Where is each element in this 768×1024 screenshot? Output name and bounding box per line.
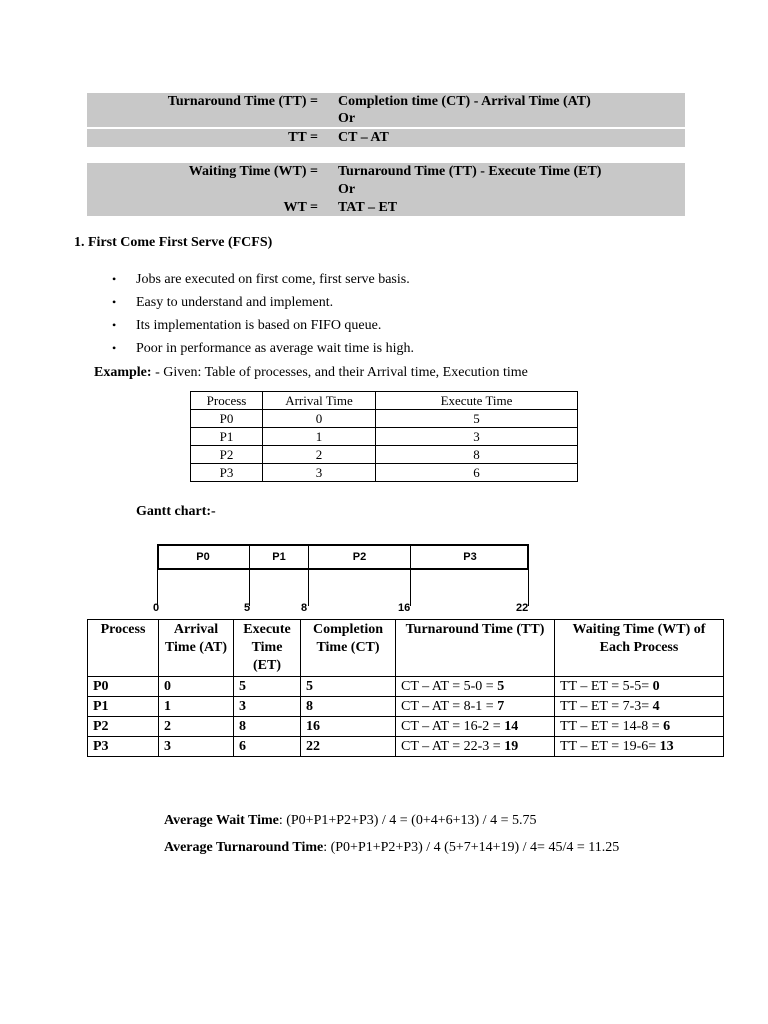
bullet-icon: • <box>112 272 117 286</box>
bullet-text: Its implementation is based on FIFO queue. <box>136 318 382 333</box>
wt-value: 13 <box>659 739 674 754</box>
tt-cell <box>396 717 555 737</box>
section-heading: 1. First Come First Serve (FCFS) <box>74 235 273 250</box>
et-cell: 8 <box>234 717 301 737</box>
average-wait-line <box>164 813 536 829</box>
list-item <box>112 268 414 291</box>
tt-short-label: TT = <box>288 130 318 145</box>
table-row <box>88 677 724 697</box>
tt-value: 5 <box>497 679 505 694</box>
wt-cell <box>555 717 724 737</box>
wt-value: 6 <box>663 719 671 734</box>
et-cell: 3 <box>234 697 301 717</box>
gantt-block-p1: P1 <box>249 544 308 570</box>
table-cell: 6 <box>376 464 578 482</box>
col-header: Completion Time (CT) <box>301 620 396 677</box>
wt-value: 4 <box>652 699 660 714</box>
col-header: Arrival Time <box>263 392 376 410</box>
table-row <box>88 737 724 757</box>
gantt-time-label: 5 <box>244 602 251 614</box>
col-header: Execute Time <box>376 392 578 410</box>
ct-cell: 16 <box>301 717 396 737</box>
table-cell: 3 <box>376 428 578 446</box>
table-header-row <box>191 392 578 410</box>
tt-value: 7 <box>497 699 505 714</box>
process-cell: P0 <box>88 677 159 697</box>
table-cell: 3 <box>263 464 376 482</box>
band-divider <box>87 127 685 129</box>
table-header-row <box>88 620 724 677</box>
process-cell: P1 <box>88 697 159 717</box>
ct-cell: 22 <box>301 737 396 757</box>
gantt-tick <box>410 570 411 606</box>
example-line <box>94 365 528 381</box>
wt-expression: TT – ET = 5-5= <box>560 679 653 694</box>
tt-label: Turnaround Time (TT) = <box>167 94 318 109</box>
table-row <box>191 410 578 428</box>
gantt-block-p2: P2 <box>308 544 410 570</box>
tt-value: 14 <box>504 719 519 734</box>
table-row <box>191 428 578 446</box>
gantt-tick <box>157 570 158 606</box>
table-cell: 2 <box>263 446 376 464</box>
col-header: Process <box>191 392 263 410</box>
process-cell: P2 <box>88 717 159 737</box>
gantt-block-p3: P3 <box>410 544 529 570</box>
ct-cell: 8 <box>301 697 396 717</box>
table-cell: 8 <box>376 446 578 464</box>
tt-definition: Completion time (CT) - Arrival Time (AT) <box>338 94 591 109</box>
wt-short-definition: TAT – ET <box>338 200 398 215</box>
average-wait-label: Average Wait Time <box>164 813 279 828</box>
tt-expression: CT – AT = 5-0 = <box>401 679 498 694</box>
table-cell: 0 <box>263 410 376 428</box>
gantt-time-label: 0 <box>153 602 160 614</box>
gantt-block-p0: P0 <box>196 551 210 563</box>
gantt-tick <box>308 570 309 606</box>
at-cell: 2 <box>159 717 234 737</box>
average-tat-line <box>164 840 619 856</box>
bullet-list <box>112 268 414 360</box>
tt-short-definition: CT – AT <box>338 130 389 145</box>
wt-cell <box>555 677 724 697</box>
wt-expression: TT – ET = 19-6= <box>560 739 660 754</box>
col-header: Process <box>88 620 159 677</box>
bullet-text: Poor in performance as average wait time is high. <box>136 341 414 356</box>
table-cell: P3 <box>191 464 263 482</box>
tt-value: 19 <box>504 739 519 754</box>
wt-expression: TT – ET = 14-8 = <box>560 719 664 734</box>
wt-or: Or <box>338 182 356 197</box>
bullet-icon: • <box>112 341 117 355</box>
list-item <box>112 337 414 360</box>
wt-label: Waiting Time (WT) = <box>188 164 318 179</box>
col-header: Waiting Time (WT) of Each Process <box>555 620 724 677</box>
wt-value: 0 <box>652 679 660 694</box>
example-text: - Given: Table of processes, and their Arrival time, Execution time <box>151 365 528 380</box>
at-cell: 1 <box>159 697 234 717</box>
table-row <box>191 464 578 482</box>
wt-cell <box>555 697 724 717</box>
process-cell: P3 <box>88 737 159 757</box>
gantt-time-label: 8 <box>301 602 308 614</box>
et-cell: 6 <box>234 737 301 757</box>
tt-or: Or <box>338 111 356 126</box>
col-header: Turnaround Time (TT) <box>396 620 555 677</box>
at-cell: 0 <box>159 677 234 697</box>
table-cell: 1 <box>263 428 376 446</box>
table-row <box>88 697 724 717</box>
gantt-time-label: 22 <box>516 602 529 614</box>
example-label: Example: <box>94 365 152 380</box>
list-item <box>112 314 414 337</box>
wt-definition: Turnaround Time (TT) - Execute Time (ET) <box>338 164 602 179</box>
tt-cell <box>396 677 555 697</box>
gantt-tick <box>249 570 250 606</box>
bullet-icon: • <box>112 295 117 309</box>
table-cell: P0 <box>191 410 263 428</box>
ct-cell: 5 <box>301 677 396 697</box>
gantt-label: Gantt chart:- <box>136 504 216 519</box>
results-table <box>87 619 724 757</box>
at-cell: 3 <box>159 737 234 757</box>
bullet-text: Easy to understand and implement. <box>136 295 334 310</box>
tt-cell <box>396 737 555 757</box>
wt-short-label: WT = <box>283 200 318 215</box>
table-row <box>191 446 578 464</box>
col-header: Arrival Time (AT) <box>159 620 234 677</box>
col-header: Execute Time (ET) <box>234 620 301 677</box>
table-cell: P2 <box>191 446 263 464</box>
table-row <box>88 717 724 737</box>
list-item <box>112 291 414 314</box>
bullet-text: Jobs are executed on first come, first serve basis. <box>136 272 410 287</box>
gantt-tick <box>528 570 529 606</box>
average-tat-label: Average Turnaround Time <box>164 840 324 855</box>
wt-cell <box>555 737 724 757</box>
table-cell: 5 <box>376 410 578 428</box>
tt-expression: CT – AT = 8-1 = <box>401 699 498 714</box>
tt-expression: CT – AT = 22-3 = <box>401 739 505 754</box>
process-table <box>190 391 578 482</box>
et-cell: 5 <box>234 677 301 697</box>
tt-expression: CT – AT = 16-2 = <box>401 719 505 734</box>
table-cell: P1 <box>191 428 263 446</box>
average-tat-text: : (P0+P1+P2+P3) / 4 (5+7+14+19) / 4= 45/4 = 11.25 <box>323 840 620 855</box>
gantt-time-label: 16 <box>398 602 411 614</box>
wt-expression: TT – ET = 7-3= <box>560 699 653 714</box>
average-wait-text: : (P0+P1+P2+P3) / 4 = (0+4+6+13) / 4 = 5.75 <box>278 813 537 828</box>
tt-cell <box>396 697 555 717</box>
bullet-icon: • <box>112 318 117 332</box>
